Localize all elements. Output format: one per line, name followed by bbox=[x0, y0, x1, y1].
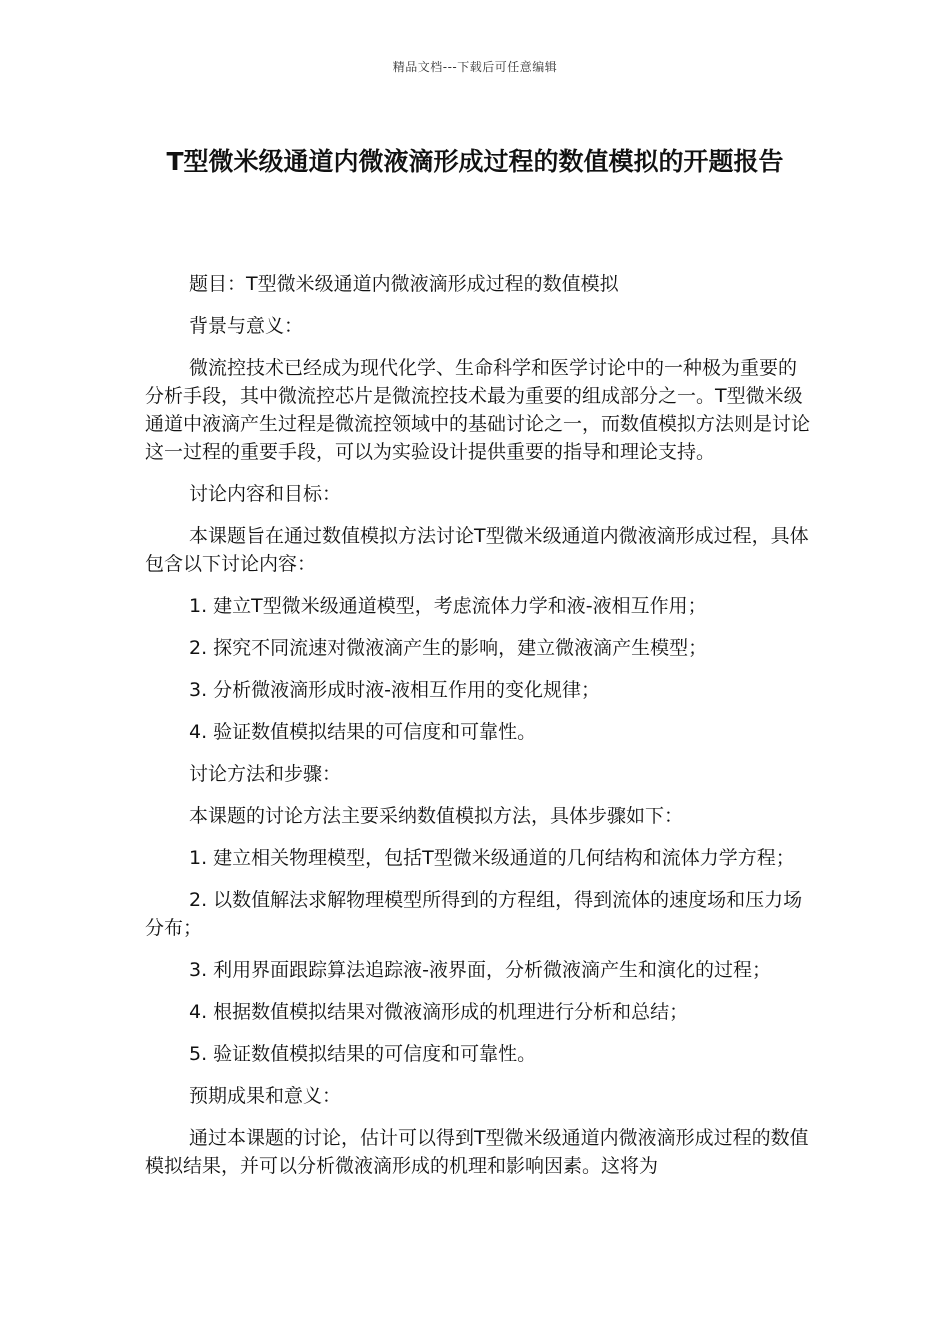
list-item-step-2: 2. 以数值解法求解物理模型所得到的方程组，得到流体的速度场和压力场分布； bbox=[145, 889, 803, 939]
paragraph-expected-results: 通过本课题的讨论，估计可以得到T型微米级通道内微液滴形成过程的数值模拟结果，并可以分析微液滴形成的机理和影响因素。这将为 bbox=[145, 1127, 809, 1177]
paragraph-methods-intro: 本课题的讨论方法主要采纳数值模拟方法，具体步骤如下： bbox=[189, 805, 684, 827]
list-item-content-4: 4. 验证数值模拟结果的可信度和可靠性。 bbox=[189, 721, 537, 743]
document-body bbox=[145, 270, 810, 1194]
list-item-step-3: 3. 利用界面跟踪算法追踪液-液界面，分析微液滴产生和演化的过程； bbox=[189, 959, 772, 981]
list-item-content-3: 3. 分析微液滴形成时液-液相互作用的变化规律； bbox=[189, 679, 601, 701]
heading-research-content: 讨论内容和目标： bbox=[189, 483, 342, 505]
paragraph-background: 微流控技术已经成为现代化学、生命科学和医学讨论中的一种极为重要的分析手段，其中微流控芯片是微流控技术最为重要的组成部分之一。T型微米级通道中液滴产生过程是微流控领域中的基础讨论之一，而数值模拟方法则是讨论这一过程的重要手段，可以为实验设计提供重要的指导和理论支持。 bbox=[145, 357, 811, 463]
list-item-step-1: 1. 建立相关物理模型，包括T型微米级通道的几何结构和流体力学方程； bbox=[189, 847, 795, 869]
list-item-content-2: 2. 探究不同流速对微液滴产生的影响，建立微液滴产生模型； bbox=[189, 637, 708, 659]
heading-methods: 讨论方法和步骤： bbox=[189, 763, 342, 785]
paragraph-topic: 题目：T型微米级通道内微液滴形成过程的数值模拟 bbox=[189, 273, 619, 295]
heading-background: 背景与意义： bbox=[189, 315, 304, 337]
heading-expected-results: 预期成果和意义： bbox=[189, 1085, 342, 1107]
page-header: 精品文档---下载后可任意编辑 bbox=[392, 60, 558, 74]
list-item-step-5: 5. 验证数值模拟结果的可信度和可靠性。 bbox=[189, 1043, 537, 1065]
list-item-content-1: 1. 建立T型微米级通道模型，考虑流体力学和液-液相互作用； bbox=[189, 595, 707, 617]
paragraph-research-intro: 本课题旨在通过数值模拟方法讨论T型微米级通道内微液滴形成过程，具体包含以下讨论内容： bbox=[145, 525, 809, 575]
document-title: T型微米级通道内微液滴形成过程的数值模拟的开题报告 bbox=[166, 147, 784, 176]
list-item-step-4: 4. 根据数值模拟结果对微液滴形成的机理进行分析和总结； bbox=[189, 1001, 689, 1023]
